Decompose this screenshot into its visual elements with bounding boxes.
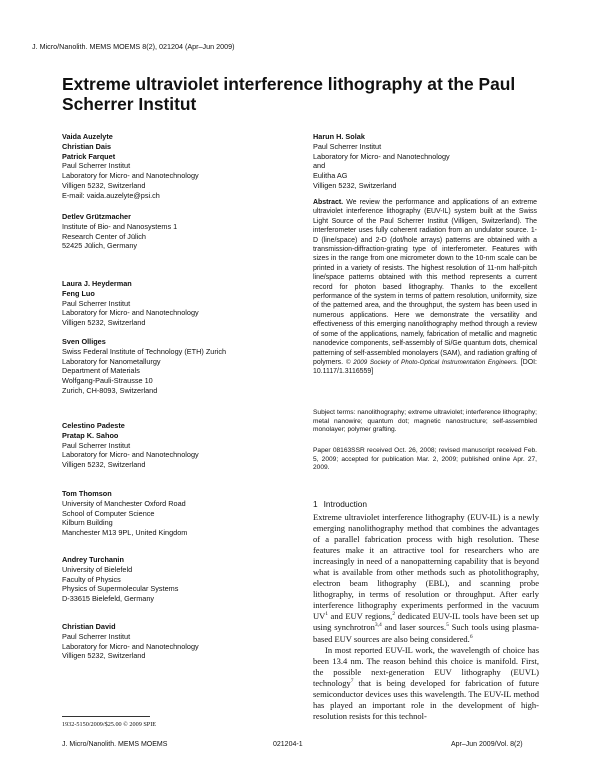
- reference-marker[interactable]: 6: [469, 633, 473, 640]
- affiliation-line: Paul Scherrer Institut: [62, 440, 131, 450]
- affiliation-line: School of Computer Science: [62, 508, 155, 518]
- author-name: Christian David: [62, 622, 116, 631]
- affiliation-line: Eulitha AG: [313, 171, 348, 181]
- affiliation-line: Laboratory for Micro- and Nanotechnology: [313, 151, 450, 161]
- affiliation-line: Laboratory for Micro- and Nanotechnology: [62, 450, 199, 460]
- affiliation-line: 52425 Jülich, Germany: [62, 241, 138, 251]
- affiliation-line: Kilburn Building: [62, 518, 113, 528]
- affiliation-block: [62, 337, 312, 396]
- affiliation-line: Wolfgang-Pauli-Strausse 10: [62, 376, 153, 386]
- author-name: Laura J. Heyderman: [62, 279, 132, 288]
- affiliation-line: Institute of Bio- and Nanosystems 1: [62, 221, 178, 231]
- author-name: Sven Olliges: [62, 337, 106, 346]
- section-title: Introduction: [323, 499, 367, 509]
- issn-line: 1932-5150/2009/$25.00 © 2009 SPIE: [62, 721, 157, 728]
- affiliation-line: D-33615 Bielefeld, Germany: [62, 594, 155, 604]
- paper-history: Paper 08163SSR received Oct. 26, 2008; revised manuscript received Feb. 5, 2009; accepted for publication Mar. 2, 2009; published online Apr. 27, 2009.: [313, 447, 537, 472]
- affiliation-line: Paul Scherrer Institut: [313, 141, 382, 151]
- affiliation-line: Laboratory for Nanometallurgy: [62, 356, 161, 366]
- paragraph-2: In most reported EUV-IL work, the wavelength of choice has been 13.4 nm. The reason behind this choice is manifold. First, the possible next-generation EUV lithography (EUVL) technology$^7$ that is being developed for fabrication of future semiconductor devices uses this wavelength. The EUV-IL method has played an important role in the development of high-resolution resists for this technol-: [313, 644, 539, 721]
- reference-marker[interactable]: 3,4: [374, 622, 382, 629]
- author-name: Celestino Padeste: [62, 421, 125, 430]
- abstract-text: We review the performance and applications of an extreme ultraviolet interference lithography (EUV-IL) system built at the Swiss Light Source of the Paul Scherrer Institut (Villigen, Switzerland). The interferometer uses fully coherent radiation from an undulator source. 1-D (line/space) and 2-D (dot/hole arrays) patterns are obtained with a transmission-diffraction-grating type of interferometer. Features with sizes in the range from one micrometer down to the 10-nm scale can be printed in a variety of resists. The highest resolution of 11-nm half-pitch line/space patterns obtained with this method represents a current record for photon based lithography. Thanks to the excellent performance of the system in terms of pattern resolution, uniformity, size of the patterned area, and the throughput, the system has been used in numerous applications. Here we demonstrate the versatility and effectiveness of this emerging nanolithography method through a review of some of the applications, namely, fabrication of metallic and magnetic nanodevice components, self-assembly of Si/Ge quantum dots, chemical patterning of self-assembled monolayers (SAM), and radiation grafting of polymers.: [313, 199, 537, 366]
- author-name: Christian Dais: [62, 141, 112, 151]
- running-head: J. Micro/Nanolith. MEMS MOEMS 8(2), 021204 (Apr–Jun 2009): [32, 42, 235, 51]
- affiliation-line: Laboratory for Micro- and Nanotechnology: [62, 308, 199, 318]
- reference-marker[interactable]: 7: [350, 677, 354, 684]
- footer-journal: J. Micro/Nanolith. MEMS MOEMS: [62, 741, 168, 748]
- footer-issue: Apr–Jun 2009/Vol. 8(2): [451, 741, 523, 748]
- author-name: Detlev Grützmacher: [62, 212, 131, 221]
- affiliation-block: [62, 489, 312, 538]
- author-name: Patrick Farquet: [62, 151, 116, 161]
- affiliation-line: Faculty of Physics: [62, 574, 121, 584]
- affiliation-line: Villigen 5232, Switzerland: [62, 651, 146, 661]
- subject-terms: Subject terms: nanolithography; extreme ultraviolet; interference lithography; metal nanowire; quantum dot; magnetic nanostructure; self-assembled monolayer; polymer grafting.: [313, 409, 537, 434]
- affiliation-line: Department of Materials: [62, 366, 140, 376]
- abstract-copyright: © 2009 Society of Photo-Optical Instrumentation Engineers.: [345, 358, 518, 366]
- reference-marker[interactable]: 2: [392, 611, 396, 618]
- paragraph-1: Extreme ultraviolet interference lithography (EUV-IL) is a newly emerging nanolithography method that combines the advantages of a parallel fabrication process with high resolution. These features make it an attractive tool for researchers who are increasingly in need of a nanopatterning capability that is beyond what is available from other methods such as photolithography, electron beam lithography (EBL), and scanning probe lithography, in terms of resolution or throughput. After early interference lithography experiments performed in the vacuum $UV^1$ and EUV regions,$^2$ dedicated EUV-IL tools have been set up using synchrotron$^{3,4}$ and laser sources.$^5$ Such tools using plasma-based EUV sources are also being considered.$^6$: [313, 512, 539, 644]
- abstract-label: Abstract.: [313, 199, 344, 206]
- author-name: Tom Thomson: [62, 489, 112, 498]
- affiliation-block: [62, 555, 312, 604]
- affiliation-line: Villigen 5232, Switzerland: [62, 318, 146, 328]
- affiliation-line: E-mail: vaida.auzelyte@psi.ch: [62, 190, 160, 200]
- abstract-doi: [DOI: 10.1117/1.3116559]: [313, 358, 537, 376]
- footnote-rule: [62, 716, 150, 717]
- affiliation-line: Research Center of Jülich: [62, 231, 146, 241]
- author-name: Andrey Turchanin: [62, 555, 124, 564]
- author-name: Harun H. Solak: [313, 132, 365, 141]
- affiliation-block: [62, 132, 312, 201]
- affiliation-line: Swiss Federal Institute of Technology (ETH) Zurich: [62, 346, 227, 356]
- affiliation-line: Manchester M13 9PL, United Kingdom: [62, 528, 188, 538]
- abstract: [313, 198, 537, 377]
- author-name: Pratap K. Sahoo: [62, 430, 119, 440]
- affiliation-line: Paul Scherrer Institut: [62, 298, 131, 308]
- affiliation-line: Villigen 5232, Switzerland: [62, 460, 146, 470]
- affiliation-line: Paul Scherrer Institut: [62, 161, 131, 171]
- affiliation-block: [62, 212, 312, 251]
- affiliation-line: Villigen 5232, Switzerland: [62, 180, 146, 190]
- affiliation-block: [62, 622, 312, 661]
- affiliation-line: University of Bielefeld: [62, 564, 133, 574]
- section-heading: [313, 499, 367, 509]
- reference-marker[interactable]: 1: [325, 611, 329, 618]
- affiliation-line: Villigen 5232, Switzerland: [313, 180, 397, 190]
- affiliation-block-right: [313, 132, 563, 191]
- affiliation-line: and: [313, 161, 326, 171]
- affiliation-line: Zurich, CH-8093, Switzerland: [62, 385, 158, 395]
- section-number: 1: [313, 499, 318, 509]
- affiliation-line: Physics of Supermolecular Systems: [62, 584, 179, 594]
- affiliation-block: [62, 421, 312, 470]
- affiliation-line: Paul Scherrer Institut: [62, 631, 131, 641]
- body-text: [313, 512, 539, 722]
- author-name: Vaida Auzelyte: [62, 132, 113, 141]
- affiliation-line: Laboratory for Micro- and Nanotechnology: [62, 641, 199, 651]
- footer-page-number: 021204-1: [273, 741, 303, 748]
- paper-title: Extreme ultraviolet interference lithography at the Paul Scherrer Institut: [62, 74, 516, 114]
- reference-marker[interactable]: 5: [446, 622, 449, 629]
- affiliation-line: University of Manchester Oxford Road: [62, 498, 186, 508]
- author-name: Feng Luo: [62, 288, 95, 298]
- affiliation-line: Laboratory for Micro- and Nanotechnology: [62, 171, 199, 181]
- affiliation-block: [62, 279, 312, 328]
